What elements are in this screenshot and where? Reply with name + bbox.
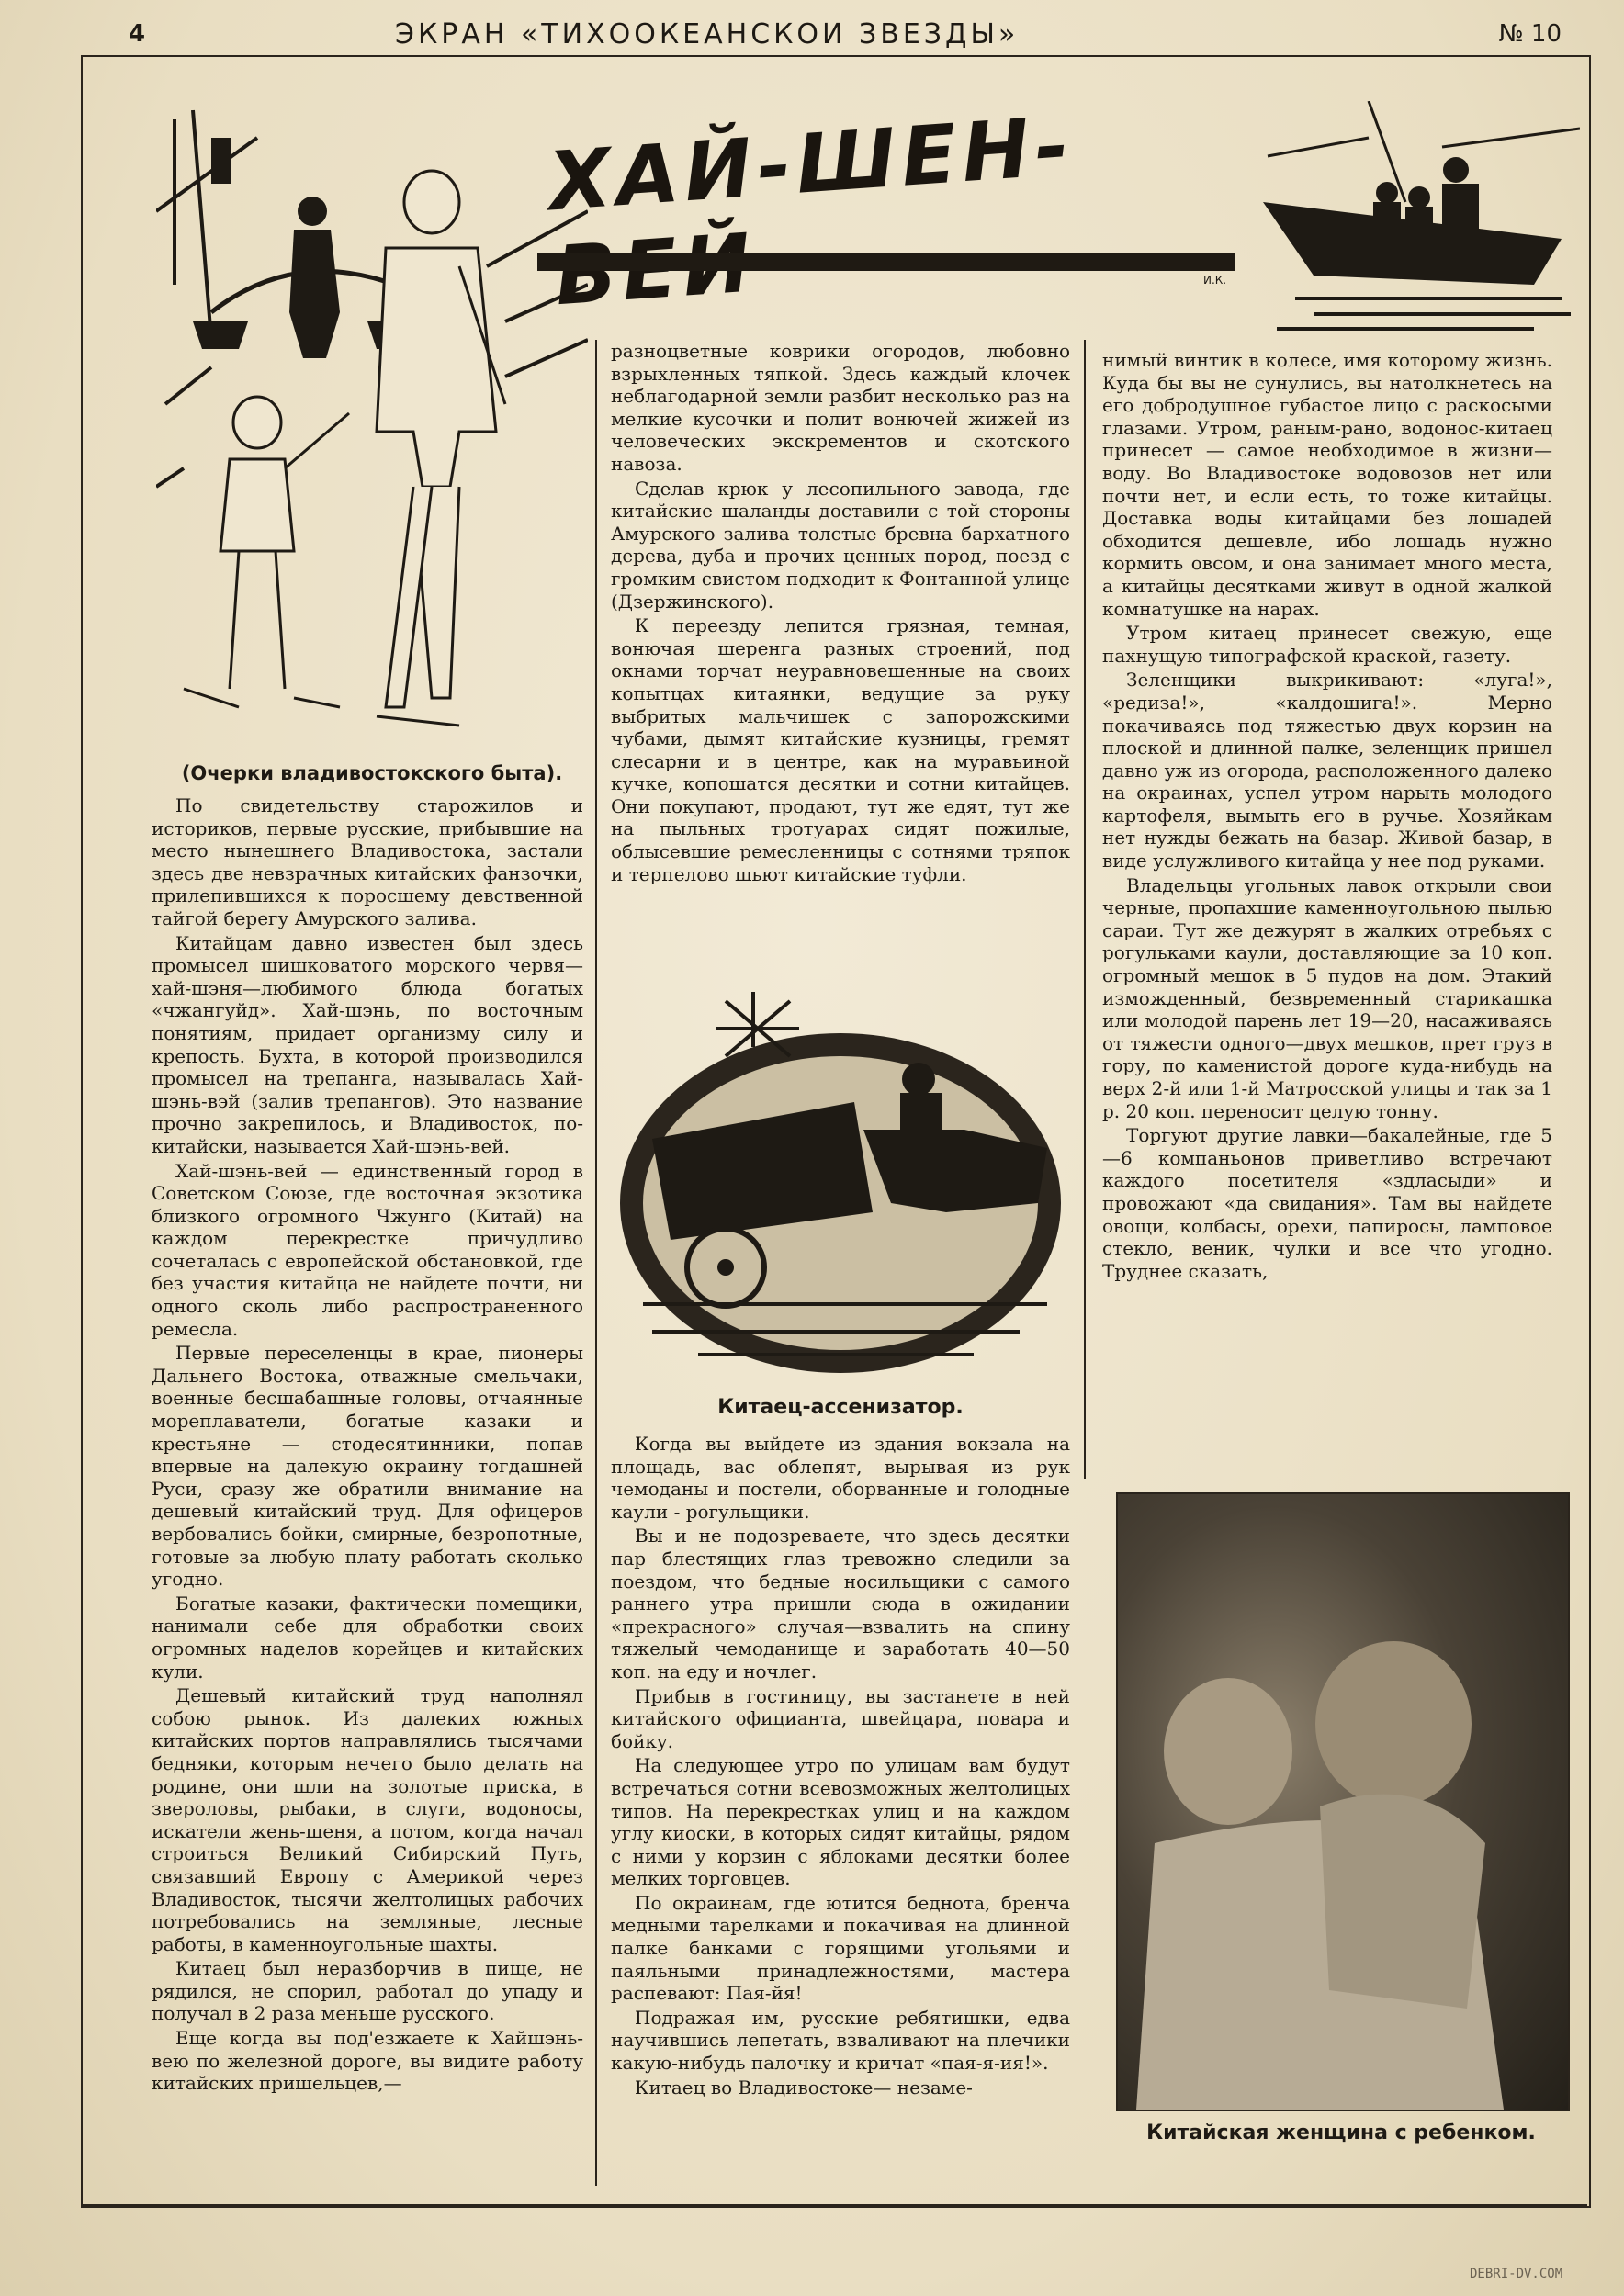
cart-caption: Китаец-ассенизатор. bbox=[717, 1396, 964, 1419]
paragraph: Хай-шэнь-вей — единственный город в Советском Союзе, где восточная экзотика близкого огромного Чжунго (Китай) на каждом перекрестке причудливо сочеталась с европейской обстановкой, где без участия китайца не найдете почти, ни одного сколь либо распространенного ремесла. bbox=[152, 1159, 583, 1340]
issue-number: № 10 bbox=[1498, 20, 1562, 48]
paragraph: На следующее утро по улицам вам будут встречаться сотни всевозможных желтолицых типов. На перекрестках улиц и на каждом углу киоски, в которых сидят китайцы, рядом с ними у корзин с яблоками десятки более мелких торговцев. bbox=[611, 1754, 1070, 1890]
masthead: ЭКРАН «ТИХООКЕАНСКОИ ЗВЕЗДЫ» bbox=[395, 18, 1020, 51]
article-title: ХАЙ-ШЕН-ВЕЙ bbox=[545, 97, 1077, 230]
paragraph: Китаец был неразборчив в пище, не рядился, не спорил, работал до упаду и получал в 2 раза меньше русского. bbox=[152, 1957, 583, 2025]
paragraph: Торгуют другие лавки—бакалейные, где 5—6 компаньонов приветливо встречают каждого посетителя «здласыди» и провожают «да свидания». Там вы найдете овощи, колбасы, орехи, папиросы, ламповое стекло, веник, чулки и все что угодно. Труднее сказать, bbox=[1102, 1124, 1552, 1282]
paragraph: По свидетельству старожилов и историков, первые русские, прибывшие на место нынешнего Владивостока, застали здесь две невзрачных китайских фанзочки, прилепившихся к поросшему девственной тайгой берегу Амурского залива. bbox=[152, 794, 583, 929]
paragraph: Владельцы угольных лавок открыли свои черные, пропахшие каменноугольною пылью сараи. Тут же дежурят в жалких отребьях с рогульками каули, доставляющие за 10 коп. огромный мешок в 5 пудов на дом. Этакий изможденный, безвременный старикашка или молодой парень лет 19—20, насаживаясь от тяжести одного—двух мешков, прет груз в гору, по каменистой дороге куда-нибудь на верх 2-й или 1-й Матросской улицы и так за 1 р. 20 коп. переносит целую тонну. bbox=[1102, 873, 1552, 1122]
paragraph: Зеленщики выкрикивают: «луга!», «редиза!», «калдошига!». Мерно покачиваясь под тяжестью двух корзин на плоской и длинной палке, зеленщик пришел давно уж из огорода, расположенного далеко на окраинах, успел утром нарыть молодого картофеля, вымыть его в ручье. Хозяйкам нет нужды бежать на базар. Живой базар, в виде услужливого китайца у нее под руками. bbox=[1102, 669, 1552, 872]
paragraph: Подражая им, русские ребятишки, едва научившись лепетать, взваливают на плечики какую-нибудь палочку и кричат «пая-я-ия!». bbox=[611, 2006, 1070, 2075]
paragraph: нимый винтик в колесе, имя которому жизнь. Куда бы вы не сунулись, вы натолкнетесь на его добродушное губастое лицо с раскосыми глазами. Утром, раным-рано, водонос-китаец принесет — самое необходимое в жизни—воду. Во Владивостоке водовозов нет или почти нет, и если есть, то тоже китайцы. Доставка воды китайцами без лошадей обходится дешевле, ибо лошадь нужно кормить овсом, и она занимает много места, а китайцы десятками живут в одной жалкой комнатушке на нарах. bbox=[1102, 349, 1552, 620]
article-subtitle: (Очерки владивостокского быта). bbox=[181, 762, 563, 784]
paragraph: Еще когда вы под'езжаете к Хайшэнь-вею по железной дороге, вы видите работу китайских пришельцев,— bbox=[152, 2027, 583, 2095]
paragraph: Дешевый китайский труд наполнял собою рынок. Из далеких южных китайских портов направлялись тысячами бедняки, которым нечего было делать на родине, они шли на золотые приска, в звероловы, рыбаки, в слуги, водоносы, искатели жень-шеня, а потом, когда начал строиться Великий Сибирский Путь, связавший Европу с Америкой через Владивосток, тысячи желтолицых рабочих потребовались на земляные, лесные работы, в каменноугольные шахты. bbox=[152, 1684, 583, 1955]
paragraph: К переезду лепится грязная, темная, вонючая шеренга разных строений, под окнами торчат неуравновешенные на своих копытцах китаянки, ведущие за руку выбритых мальчишек с запорожскими чубами, дымят китайские кузницы, гремят слесарни и в центре, как на муравьиной кучке, копошатся десятки и сотни китайцев. Они покупают, продают, тут же едят, тут же на пыльных тротуарах сидят пожилые, облысевшие ремесленницы с сотнями тряпок и терпелово шьют китайские туфли. bbox=[611, 614, 1070, 885]
street-scene-illustration bbox=[156, 101, 588, 744]
woman-with-child-photo bbox=[1116, 1492, 1570, 2111]
paragraph: Первые переселенцы в крае, пионеры Дальнего Востока, отважные смельчаки, военные бесшабашные головы, отчаянные мореплаватели, богатые казаки и крестьяне — стодесятинники, попав впервые на далекую окраину тогдашней Руси, сразу же обратили внимание на дешевый китайский труд. Для офицеров вербовались бойки, смирные, безропотные, готовые за любую плату работать сколько угодно. bbox=[152, 1342, 583, 1591]
paragraph: Вы и не подозреваете, что здесь десятки пар блестящих глаз тревожно следили за поездом, что бедные носильщики с самого раннего утра пришли сюда в ожидании «прекрасного» случая—взвалить на спину тяжелый чемоданище и заработать 40—50 коп. на еду и ночлег. bbox=[611, 1525, 1070, 1683]
paragraph: разноцветные коврики огородов, любовно взрыхленных тяпкой. Здесь каждый клочек неблагодарной земли разбит несколько раз на мелкие кусочки и полит вонючей жижей из человеческих экскрементов и скотского навоза. bbox=[611, 340, 1070, 475]
paragraph: Сделав крюк у лесопильного завода, где китайские шаланды доставили с той стороны Амурского залива толстые бревна бархатного дерева, дуба и прочих ценных пород, поезд с громким свистом подходит к Фонтанной улице (Дзержинского). bbox=[611, 477, 1070, 613]
paragraph: Китаец во Владивостоке— незаме- bbox=[635, 2076, 973, 2099]
column-2 bbox=[611, 340, 1070, 887]
paragraph: Китайцам давно известен был здесь промысел шишковатого морского червя—хай-шэня—любимого блюда богатых «чжангуйд». Хай-шэнь, по восточным понятиям, придает организму силу и крепость. Бухта, в которой производился промысел на трепанга, называлась Хай-шэнь-вэй (залив трепангов). Это название прочно закрепилось, и Владивосток, по-китайски, называется Хай-шэнь-вей. bbox=[152, 931, 583, 1157]
paragraph: Богатые казаки, фактически помещики, нанимали себе для обработки своих огромных наделов корейцев и китайских кули. bbox=[152, 1592, 583, 1683]
illustrator-mark: И.К. bbox=[1203, 274, 1227, 287]
title-underline bbox=[537, 253, 1235, 271]
column-3 bbox=[1102, 349, 1552, 1284]
column-divider bbox=[1084, 340, 1086, 1479]
boat-illustration bbox=[1258, 101, 1580, 331]
watermark: DEBRI-DV.COM bbox=[1470, 2267, 1563, 2281]
paragraph: Когда вы выйдете из здания вокзала на площадь, вас облепят, вырывая из рук чемоданы и постели, оборванные и голодные каули - рогульщики. bbox=[611, 1433, 1070, 1523]
paragraph: Прибыв в гостиницу, вы застанете в ней китайского официанта, швейцара, повара и бойку. bbox=[611, 1684, 1070, 1752]
sewage-cart-illustration bbox=[615, 992, 1066, 1378]
page-header bbox=[55, 7, 1580, 62]
paragraph: Утром китаец принесет свежую, еще пахнущую типографской краской, газету. bbox=[1102, 622, 1552, 667]
page-number: 4 bbox=[129, 20, 146, 48]
column-2-continued bbox=[611, 1433, 1070, 2100]
page-bottom-rule bbox=[81, 2204, 1587, 2206]
photo-caption: Китайская женщина с ребенком. bbox=[1146, 2122, 1536, 2144]
column-divider bbox=[595, 340, 597, 2186]
column-1 bbox=[152, 794, 583, 2097]
paragraph: По окраинам, где ютится беднота, бренча медными тарелками и покачивая на длинной палке банками с горящими угольями и паяльными принадлежностями, мастера распевают: Пая-йя! bbox=[611, 1891, 1070, 2005]
